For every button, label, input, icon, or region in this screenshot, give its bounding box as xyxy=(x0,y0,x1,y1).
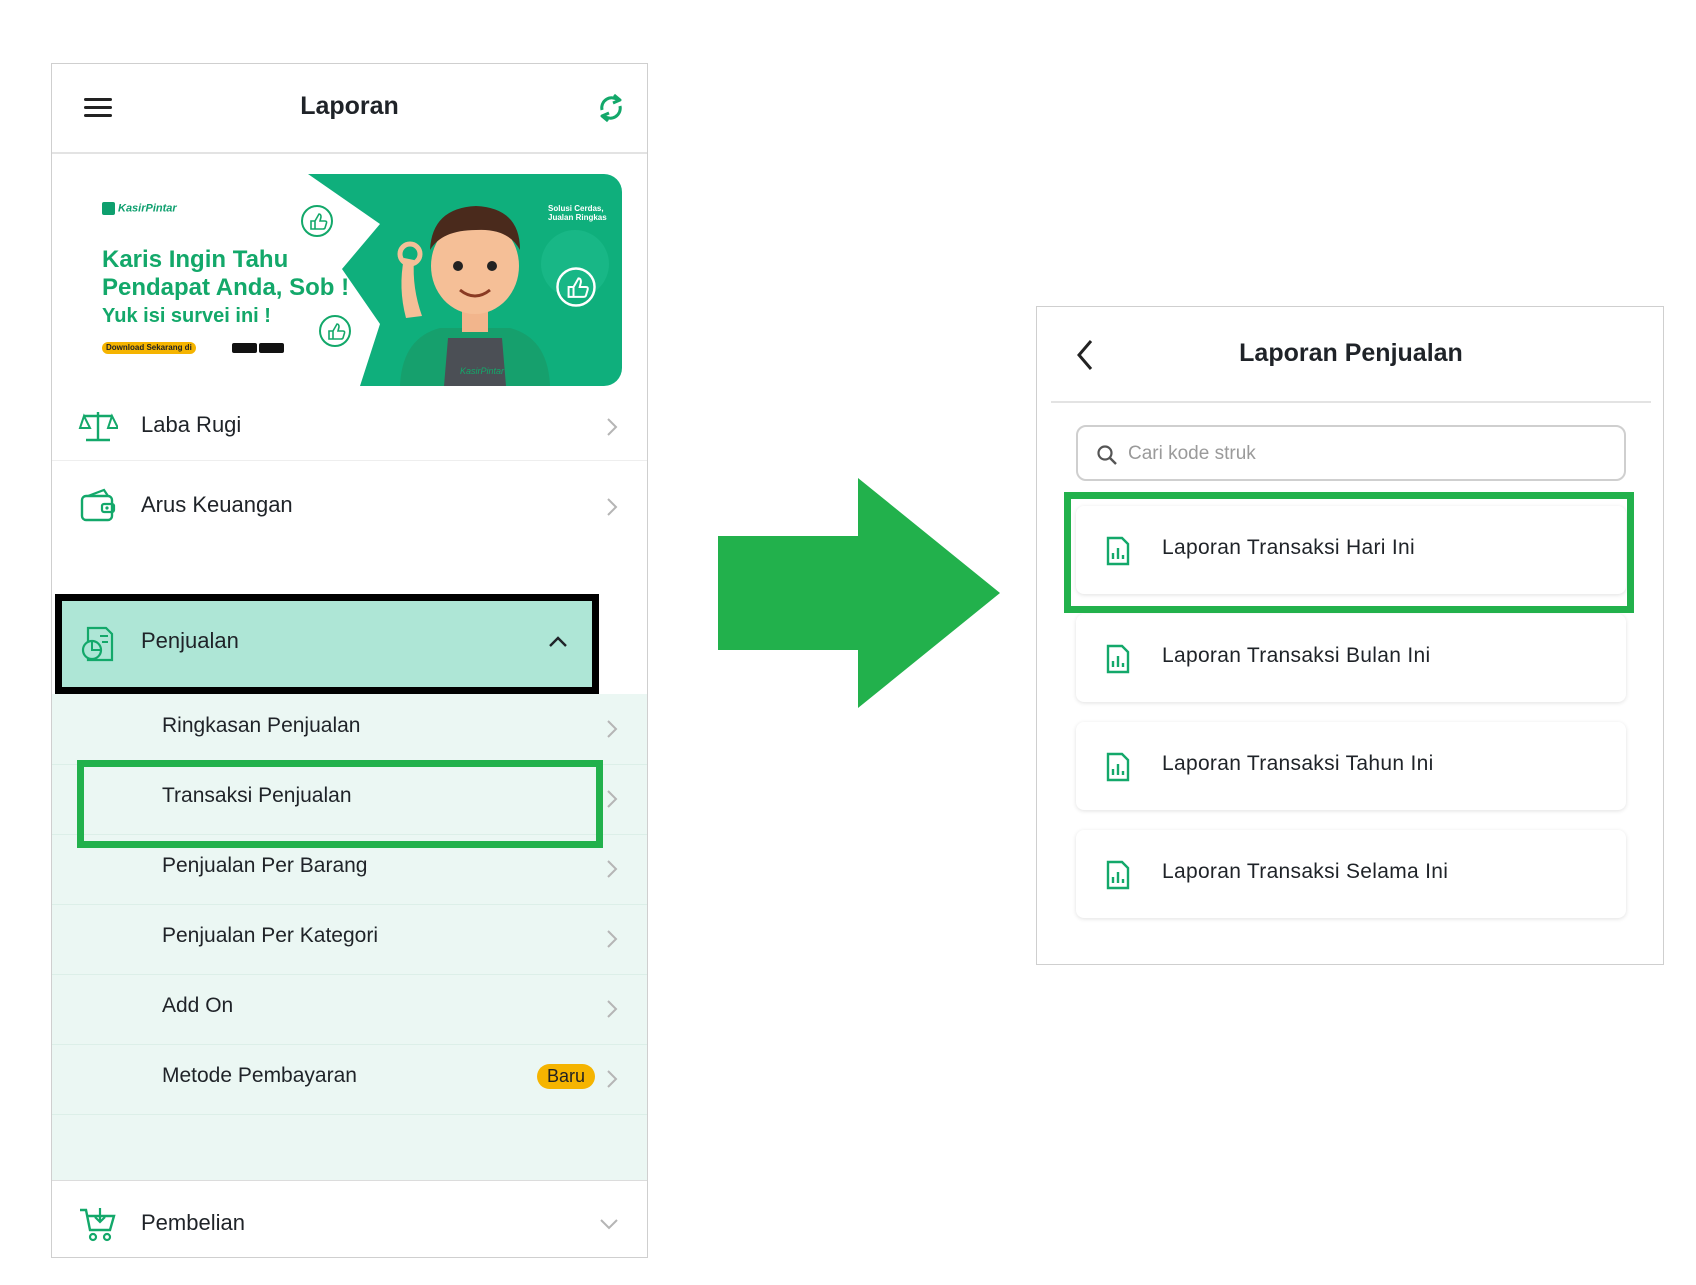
chevron-right-icon xyxy=(605,718,619,740)
highlight-box-transaksi-penjualan xyxy=(77,760,603,848)
highlight-box-hari-ini xyxy=(1064,492,1634,613)
thumbs-up-icon xyxy=(318,314,352,348)
search-icon xyxy=(1096,444,1118,466)
refresh-icon[interactable] xyxy=(593,90,629,126)
report-label: Laporan Transaksi Tahun Ini xyxy=(1162,752,1434,775)
wallet-icon xyxy=(78,486,118,526)
chevron-right-icon xyxy=(605,928,619,950)
submenu-label: Add On xyxy=(162,994,234,1017)
chevron-right-icon xyxy=(605,788,619,810)
menu-item-laba-rugi[interactable] xyxy=(52,384,647,468)
chevron-right-icon xyxy=(605,496,619,518)
report-label: Laporan Transaksi Hari Ini xyxy=(1162,536,1415,559)
submenu-label: Penjualan Per Barang xyxy=(162,854,368,877)
page-title: Laporan xyxy=(300,92,399,120)
laporan-screen xyxy=(51,63,648,1258)
kasirpintar-logo: KasirPintar xyxy=(102,202,177,215)
chevron-right-icon xyxy=(605,416,619,438)
menu-label: Arus Keuangan xyxy=(141,492,293,517)
chevron-down-icon[interactable] xyxy=(599,1218,619,1232)
submenu-item-add-on[interactable] xyxy=(52,974,647,1045)
submenu-label: Ringkasan Penjualan xyxy=(162,714,361,737)
submenu-label: Transaksi Penjualan xyxy=(162,784,352,807)
search-bar[interactable] xyxy=(1076,425,1626,481)
laporan-penjualan-screen xyxy=(1036,306,1664,965)
chevron-right-icon xyxy=(605,858,619,880)
menu-item-pembelian[interactable] xyxy=(52,1186,647,1258)
report-file-icon xyxy=(1106,644,1130,674)
banner-headline: Karis Ingin Tahu Pendapat Anda, Sob ! xyxy=(102,246,350,301)
scale-icon xyxy=(78,406,118,446)
banner-subline: Yuk isi survei ini ! xyxy=(102,305,271,327)
apron-logo: KasirPintar xyxy=(460,366,505,376)
new-badge: Baru xyxy=(537,1064,595,1089)
report-item-tahun-ini[interactable] xyxy=(1076,722,1626,810)
submenu-label: Penjualan Per Kategori xyxy=(162,924,378,947)
submenu-item-penjualan-per-kategori[interactable] xyxy=(52,904,647,975)
submenu-label: Metode Pembayaran xyxy=(162,1064,357,1087)
menu-label: Pembelian xyxy=(141,1210,245,1235)
banner-tagline: Solusi Cerdas, Jualan Ringkas xyxy=(548,204,607,222)
top-app-bar xyxy=(1051,307,1651,403)
page-title: Laporan Penjualan xyxy=(1239,339,1463,367)
google-play-badge-icon xyxy=(232,343,257,353)
flow-arrow-icon xyxy=(718,478,1000,708)
report-item-selama-ini[interactable] xyxy=(1076,830,1626,918)
thumbs-up-icon xyxy=(300,204,334,238)
menu-item-arus-keuangan[interactable] xyxy=(52,464,647,548)
report-label: Laporan Transaksi Bulan Ini xyxy=(1162,644,1431,667)
submenu-item-ringkasan-penjualan[interactable] xyxy=(52,694,647,765)
app-store-badge-icon xyxy=(259,343,284,353)
report-file-icon xyxy=(1106,860,1130,890)
divider xyxy=(52,460,647,461)
report-label: Laporan Transaksi Selama Ini xyxy=(1162,860,1449,883)
highlight-box-penjualan xyxy=(55,594,599,694)
search-input[interactable] xyxy=(1126,439,1610,469)
submenu-item-metode-pembayaran[interactable] xyxy=(52,1044,647,1115)
menu-label: Penjualan xyxy=(141,628,239,653)
chevron-right-icon xyxy=(605,1068,619,1090)
menu-label: Laba Rugi xyxy=(141,412,242,437)
download-pill: Download Sekarang di xyxy=(102,342,196,354)
cart-icon xyxy=(78,1204,118,1244)
chevron-right-icon xyxy=(605,998,619,1020)
survey-banner[interactable] xyxy=(80,174,622,386)
mascot-illustration xyxy=(380,188,570,386)
report-file-icon xyxy=(1106,752,1130,782)
report-item-bulan-ini[interactable] xyxy=(1076,614,1626,702)
divider xyxy=(52,1180,647,1181)
top-app-bar xyxy=(52,64,647,154)
